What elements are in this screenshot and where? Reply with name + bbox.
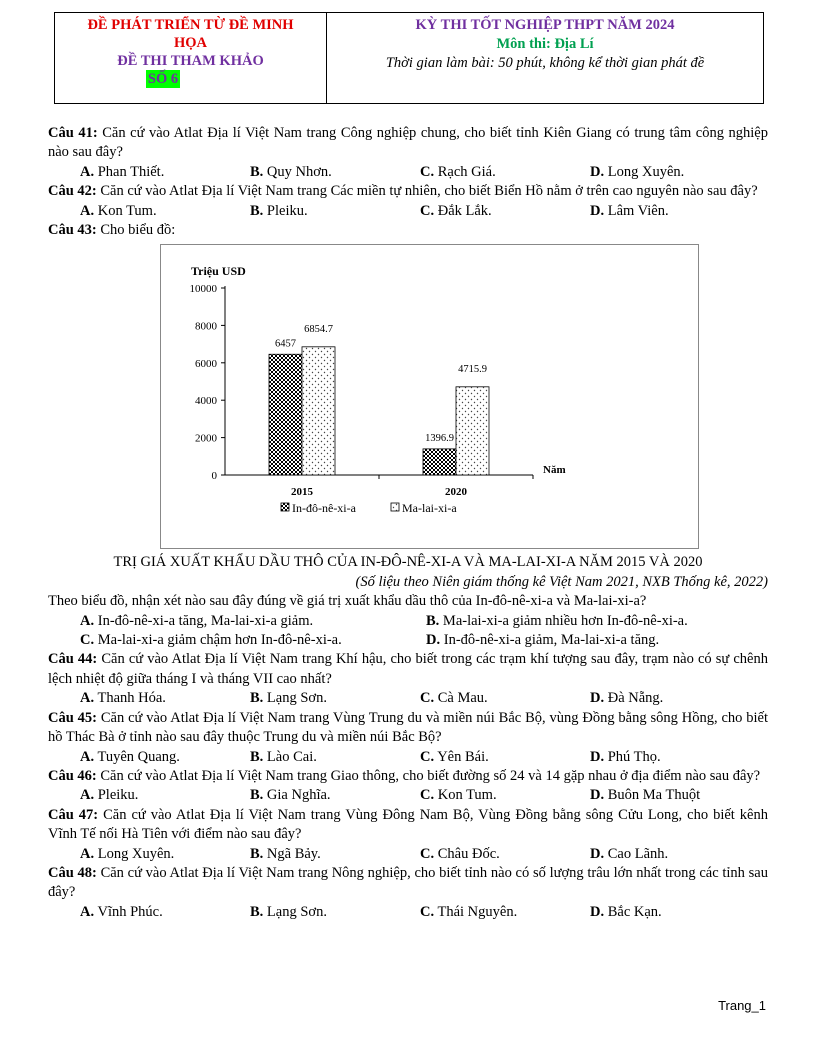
options-43-row1 [80, 612, 768, 631]
options-44 [80, 689, 768, 708]
option-b[interactable] [250, 163, 420, 182]
question-48 [48, 864, 768, 903]
option-d[interactable] [590, 202, 760, 221]
option-key: D. [590, 903, 605, 920]
option-a[interactable] [80, 612, 426, 631]
question-43-prompt: Theo biểu đồ, nhận xét nào sau đây đúng về giá trị xuất khẩu dầu thô của In-đô-nê-xi-a và Ma-lai-xi-a? [48, 593, 647, 610]
option-key: B. [250, 845, 264, 862]
option-c[interactable] [420, 845, 590, 864]
option-text: Ngã Bảy. [263, 845, 321, 862]
question-text: Căn cứ vào Atlat Địa lí Việt Nam trang Vùng Trung du và miền núi Bắc Bộ, vùng Đồng bằng sông Hồng, cho biết hồ Thác Bà ở tỉnh nào sau đây thuộc Trung du và miền núi Bắc Bộ? [48, 709, 768, 746]
option-key: B. [250, 903, 264, 920]
option-a[interactable] [80, 689, 250, 708]
option-b[interactable] [250, 786, 420, 805]
option-b[interactable] [250, 903, 420, 922]
exam-title: KỲ THI TỐT NGHIỆP THPT NĂM 2024 [415, 17, 675, 33]
data-label: 6457 [275, 338, 296, 350]
questions [48, 124, 768, 922]
question-label: Câu 44: [48, 651, 98, 668]
x-tick-label: 2015 [291, 486, 313, 499]
option-text: Châu Đốc. [434, 845, 500, 862]
chart-caption: TRỊ GIÁ XUẤT KHẨU DẦU THÔ CỦA IN-ĐÔ-NÊ-XI-A VÀ MA-LAI-XI-A NĂM 2015 VÀ 2020 [113, 554, 703, 571]
y-tick-label: 0 [211, 470, 217, 483]
option-text: Ma-lai-xi-a giảm nhiều hơn In-đô-nê-xi-a. [439, 612, 688, 629]
option-b[interactable] [426, 612, 772, 631]
option-key: D. [426, 632, 441, 649]
option-text: Cà Mau. [434, 690, 488, 707]
option-text: Thanh Hóa. [94, 690, 166, 707]
question-44 [48, 650, 768, 689]
option-c[interactable] [420, 903, 590, 922]
exam-number-badge: SỐ 6 [147, 71, 179, 87]
header-source-line1: ĐỀ PHÁT TRIỂN TỪ ĐỀ MINH [87, 17, 294, 33]
option-key: B. [426, 612, 440, 629]
option-key: A. [80, 748, 95, 765]
option-text: Cao Lãnh. [604, 845, 669, 862]
option-key: C. [420, 845, 435, 862]
option-text: Tuyên Quang. [94, 748, 180, 765]
data-label: 1396.9 [425, 433, 454, 445]
question-text: Căn cứ vào Atlat Địa lí Việt Nam trang Khí hậu, cho biết trong các trạm khí tượng sau đây, trạm nào có sự chênh lệch nhiệt độ giữa tháng I và tháng VII cao nhất? [48, 651, 768, 687]
option-text: Ma-lai-xi-a giảm chậm hơn In-đô-nê-xi-a. [94, 632, 342, 649]
legend-label: In-đô-nê-xi-a [292, 501, 356, 516]
question-label: Câu 43: [48, 222, 97, 239]
option-text: Lào Cai. [263, 748, 317, 765]
question-label: Câu 46: [48, 767, 97, 784]
option-key: C. [420, 903, 435, 920]
exam-header [54, 12, 764, 104]
header-source-line2: HỌA [173, 35, 208, 51]
option-b[interactable] [250, 202, 420, 221]
question-47 [48, 806, 768, 845]
option-key: B. [250, 748, 264, 765]
option-text: Rạch Giá. [434, 163, 496, 180]
option-b[interactable] [250, 689, 420, 708]
options-42 [80, 202, 768, 221]
option-key: C. [420, 202, 435, 219]
question-43 [48, 221, 768, 240]
option-key: C. [420, 163, 435, 180]
option-text: Lạng Sơn. [263, 690, 327, 707]
option-d[interactable] [590, 748, 760, 767]
bar-dots [456, 387, 489, 475]
option-key: D. [590, 163, 605, 180]
question-label: Câu 47: [48, 806, 99, 823]
option-key: D. [590, 202, 605, 219]
option-text: In-đô-nê-xi-a tăng, Ma-lai-xi-a giảm. [94, 612, 314, 629]
chart-source: (Số liệu theo Niên giám thống kê Việt Nam 2021, NXB Thống kê, 2022) [355, 573, 768, 590]
option-b[interactable] [250, 748, 420, 767]
legend-label: Ma-lai-xi-a [402, 501, 457, 516]
option-text: Yên Bái. [434, 748, 489, 765]
option-a[interactable] [80, 202, 250, 221]
question-text: Căn cứ vào Atlat Địa lí Việt Nam trang Vùng Đông Nam Bộ, Vùng Đồng bằng sông Cửu Long, cho biết kênh Vĩnh Tế nối Hà Tiên với điểm nào sau đây? [48, 806, 768, 843]
option-text: Pleiku. [94, 787, 139, 804]
x-axis-title: Năm [543, 464, 566, 477]
option-d[interactable] [590, 689, 760, 708]
y-axis-title: Triệu USD [191, 264, 246, 279]
y-tick-label: 8000 [195, 320, 217, 333]
option-key: D. [590, 690, 605, 707]
option-a[interactable] [80, 845, 250, 864]
option-key: D. [590, 748, 605, 765]
option-text: Buôn Ma Thuột [604, 787, 701, 804]
option-text: Lâm Viên. [604, 202, 669, 219]
options-47 [80, 845, 768, 864]
option-c[interactable] [420, 202, 590, 221]
option-key: A. [80, 690, 95, 707]
data-label: 6854.7 [304, 324, 333, 336]
option-a[interactable] [80, 163, 250, 182]
chart-svg [161, 245, 698, 548]
y-tick-label: 4000 [195, 395, 217, 408]
option-a[interactable] [80, 786, 250, 805]
bar-checker [269, 355, 302, 476]
option-d[interactable] [590, 845, 760, 864]
question-label: Câu 41: [48, 125, 98, 141]
x-tick-label: 2020 [445, 486, 467, 499]
option-key: D. [590, 787, 605, 804]
option-a[interactable] [80, 748, 250, 767]
question-41 [48, 124, 768, 163]
option-key: C. [420, 787, 435, 804]
option-text: Đà Nẵng. [604, 690, 664, 707]
legend-swatch [281, 503, 289, 511]
option-d[interactable] [590, 903, 760, 922]
options-41 [80, 163, 768, 182]
options-48 [80, 903, 768, 922]
header-exam-type: ĐỀ THI THAM KHẢO [117, 53, 264, 69]
question-text: Căn cứ vào Atlat Địa lí Việt Nam trang Nông nghiệp, cho biết tỉnh nào có số lượng trâu lớn nhất trong các tỉnh sau đây? [48, 864, 768, 901]
question-46 [48, 767, 768, 786]
option-c[interactable] [80, 631, 426, 650]
option-key: B. [250, 690, 264, 707]
header-right [327, 13, 763, 103]
question-label: Câu 45: [48, 709, 97, 726]
question-text: Căn cứ vào Atlat Địa lí Việt Nam trang Các miền tự nhiên, cho biết Biển Hồ nằm ở trên cao nguyên nào sau đây? [96, 183, 758, 200]
question-label: Câu 42: [48, 183, 97, 200]
option-key: C. [80, 632, 95, 649]
options-45 [80, 748, 768, 767]
option-key: B. [250, 202, 264, 219]
option-text: Long Xuyên. [94, 845, 175, 862]
options-46 [80, 786, 768, 805]
option-text: Lạng Sơn. [263, 903, 327, 920]
option-a[interactable] [80, 903, 250, 922]
option-key: B. [250, 163, 264, 180]
option-text: Thái Nguyên. [434, 903, 518, 920]
option-key: B. [250, 787, 264, 804]
question-text: Căn cứ vào Atlat Địa lí Việt Nam trang Công nghiệp chung, cho biết tỉnh Kiên Giang có trung tâm công nghiệp nào sau đây? [48, 125, 768, 161]
question-text: Căn cứ vào Atlat Địa lí Việt Nam trang Giao thông, cho biết đường số 24 và 14 gặp nhau ở địa điểm nào sau đây? [96, 767, 761, 784]
data-label: 4715.9 [458, 364, 487, 376]
option-c[interactable] [420, 748, 590, 767]
question-42 [48, 182, 768, 201]
option-key: A. [80, 903, 95, 920]
bar-dots [302, 347, 335, 475]
option-text: Long Xuyên. [604, 163, 685, 180]
option-text: Phú Thọ. [604, 748, 661, 765]
option-text: In-đô-nê-xi-a giảm, Ma-lai-xi-a tăng. [440, 632, 660, 649]
exam-time: Thời gian làm bài: 50 phút, không kể thời gian phát đề [385, 55, 705, 71]
question-45 [48, 709, 768, 748]
option-key: C. [420, 748, 435, 765]
bar-chart [160, 244, 699, 549]
option-text: Quy Nhơn. [263, 163, 332, 180]
page-number: Trang_1 [718, 998, 766, 1013]
option-text: Gia Nghĩa. [263, 787, 331, 804]
option-text: Vĩnh Phúc. [94, 903, 163, 920]
option-c[interactable] [420, 163, 590, 182]
options-43-row2 [80, 631, 768, 650]
option-text: Đắk Lắk. [434, 202, 492, 219]
exam-subject: Môn thi: Địa Lí [496, 36, 594, 52]
option-key: A. [80, 787, 95, 804]
bar-checker [423, 449, 456, 475]
y-tick-label: 6000 [195, 358, 217, 371]
option-d[interactable] [590, 163, 760, 182]
legend-swatch [391, 503, 399, 511]
option-text: Pleiku. [263, 202, 308, 219]
option-text: Bắc Kạn. [604, 903, 662, 920]
option-d[interactable] [426, 631, 772, 650]
option-c[interactable] [420, 786, 590, 805]
option-key: A. [80, 163, 95, 180]
y-tick-label: 2000 [195, 433, 217, 446]
option-text: Phan Thiết. [94, 163, 165, 180]
option-key: A. [80, 202, 95, 219]
option-d[interactable] [590, 786, 760, 805]
question-text: Cho biểu đồ: [96, 222, 176, 239]
question-label: Câu 48: [48, 864, 97, 881]
option-key: D. [590, 845, 605, 862]
option-key: C. [420, 690, 435, 707]
option-key: A. [80, 845, 95, 862]
option-b[interactable] [250, 845, 420, 864]
option-text: Kon Tum. [434, 787, 497, 804]
header-left [55, 13, 327, 103]
y-tick-label: 10000 [189, 283, 217, 296]
option-c[interactable] [420, 689, 590, 708]
option-text: Kon Tum. [94, 202, 157, 219]
option-key: A. [80, 612, 95, 629]
